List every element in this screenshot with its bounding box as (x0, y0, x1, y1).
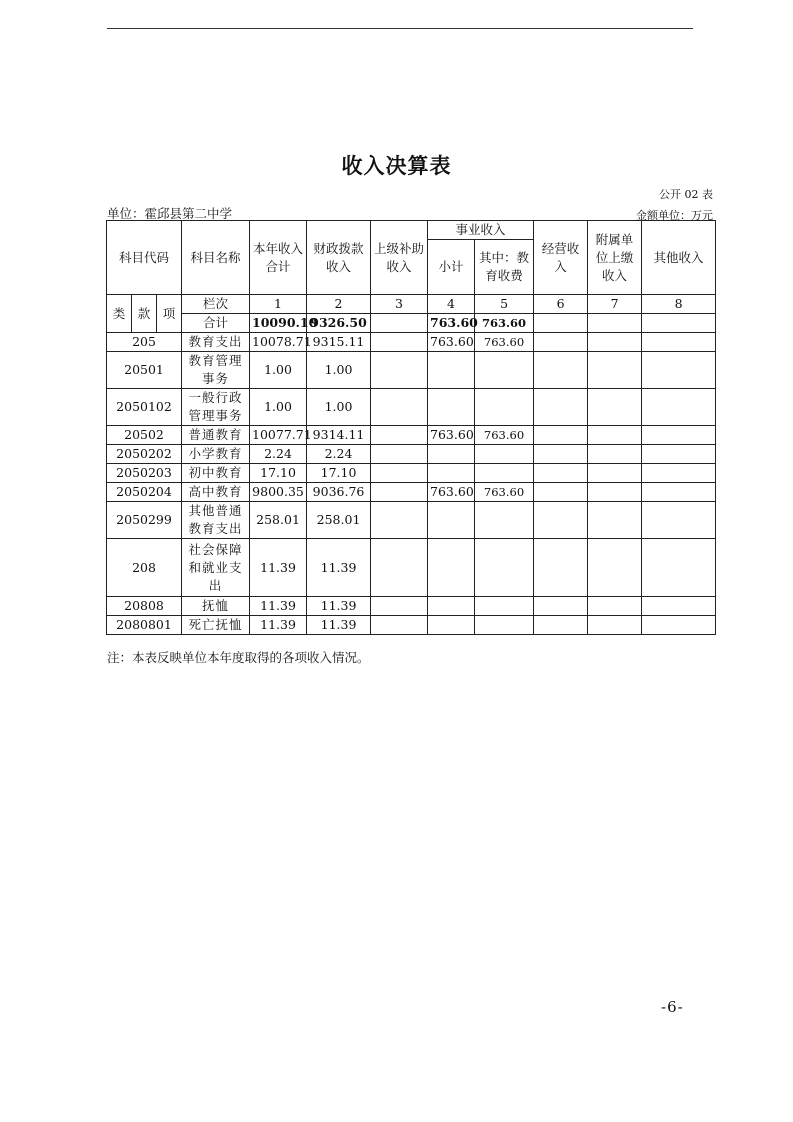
row-subtotal (428, 464, 475, 483)
row-affiliated (588, 389, 642, 426)
table-row (107, 483, 716, 502)
row-name: 初中教育 (182, 464, 250, 483)
table-row (107, 597, 716, 616)
header-affiliated: 附属单位上缴收入 (588, 221, 642, 295)
sum-superior (371, 314, 428, 333)
row-total: 9800.35 (250, 483, 307, 502)
row-other (642, 483, 716, 502)
row-edu-fee (475, 352, 534, 389)
row-subtotal: 763.60 (428, 483, 475, 502)
row-edu-fee (475, 616, 534, 635)
row-code: 20502 (107, 426, 182, 445)
row-superior (371, 445, 428, 464)
row-fiscal: 1.00 (307, 389, 371, 426)
table-row (107, 389, 716, 426)
row-superior (371, 502, 428, 539)
row-operating (534, 426, 588, 445)
table-row (107, 616, 716, 635)
sum-edu-fee: 763.60 (475, 314, 534, 333)
sum-other (642, 314, 716, 333)
income-table (106, 220, 716, 635)
column-number-row (107, 295, 716, 314)
row-code: 2050204 (107, 483, 182, 502)
row-superior (371, 426, 428, 445)
form-number: 公开 02 表 (659, 188, 713, 201)
row-subtotal (428, 389, 475, 426)
row-affiliated (588, 539, 642, 597)
header-total: 本年收入合计 (250, 221, 307, 295)
row-code: 2050203 (107, 464, 182, 483)
row-total: 11.39 (250, 597, 307, 616)
row-operating (534, 333, 588, 352)
header-other: 其他收入 (642, 221, 716, 295)
page-title: 收入决算表 (341, 154, 452, 178)
col-number-7: 7 (588, 295, 642, 314)
table-row (107, 426, 716, 445)
row-operating (534, 597, 588, 616)
row-total: 2.24 (250, 445, 307, 464)
row-code: 205 (107, 333, 182, 352)
header-lei: 类 (107, 295, 132, 333)
row-name: 死亡抚恤 (182, 616, 250, 635)
row-fiscal: 9036.76 (307, 483, 371, 502)
row-operating (534, 483, 588, 502)
sum-label: 合计 (182, 314, 250, 333)
row-affiliated (588, 616, 642, 635)
row-name: 小学教育 (182, 445, 250, 464)
row-name: 教育支出 (182, 333, 250, 352)
row-superior (371, 616, 428, 635)
row-fiscal: 17.10 (307, 464, 371, 483)
table-row (107, 352, 716, 389)
row-edu-fee (475, 502, 534, 539)
row-name: 其他普通教育支出 (182, 502, 250, 539)
table-note: 注：本表反映单位本年度取得的各项收入情况。 (107, 650, 370, 665)
sum-total: 10090.10 (250, 314, 307, 333)
row-operating (534, 616, 588, 635)
row-edu-fee: 763.60 (475, 333, 534, 352)
header-subtotal: 小计 (428, 240, 475, 295)
row-affiliated (588, 426, 642, 445)
row-fiscal: 9314.11 (307, 426, 371, 445)
row-affiliated (588, 352, 642, 389)
row-subtotal (428, 616, 475, 635)
row-code: 2080801 (107, 616, 182, 635)
header-fiscal: 财政拨款收入 (307, 221, 371, 295)
col-number-5: 5 (475, 295, 534, 314)
row-superior (371, 464, 428, 483)
row-affiliated (588, 483, 642, 502)
row-other (642, 539, 716, 597)
row-fiscal: 9315.11 (307, 333, 371, 352)
row-code: 2050202 (107, 445, 182, 464)
row-total: 11.39 (250, 616, 307, 635)
row-other (642, 352, 716, 389)
row-superior (371, 483, 428, 502)
col-number-2: 2 (307, 295, 371, 314)
row-other (642, 502, 716, 539)
row-operating (534, 445, 588, 464)
col-number-3: 3 (371, 295, 428, 314)
header-row-1 (107, 221, 716, 240)
row-code: 208 (107, 539, 182, 597)
row-total: 10078.71 (250, 333, 307, 352)
col-number-4: 4 (428, 295, 475, 314)
row-total: 11.39 (250, 539, 307, 597)
row-subtotal: 763.60 (428, 333, 475, 352)
row-edu-fee (475, 539, 534, 597)
row-name: 普通教育 (182, 426, 250, 445)
row-total: 17.10 (250, 464, 307, 483)
row-fiscal: 1.00 (307, 352, 371, 389)
amount-unit-label: 金额单位：万元 (636, 209, 713, 222)
row-name: 高中教育 (182, 483, 250, 502)
row-other (642, 616, 716, 635)
row-total: 1.00 (250, 352, 307, 389)
row-total: 10077.71 (250, 426, 307, 445)
row-subtotal (428, 445, 475, 464)
header-subject-name: 科目名称 (182, 221, 250, 295)
row-other (642, 445, 716, 464)
row-affiliated (588, 333, 642, 352)
row-code: 20501 (107, 352, 182, 389)
row-edu-fee (475, 389, 534, 426)
row-code: 2050102 (107, 389, 182, 426)
table-row (107, 539, 716, 597)
row-name: 一般行政管理事务 (182, 389, 250, 426)
row-code: 20808 (107, 597, 182, 616)
row-name: 抚恤 (182, 597, 250, 616)
table-row (107, 502, 716, 539)
row-edu-fee: 763.60 (475, 483, 534, 502)
row-other (642, 426, 716, 445)
row-fiscal: 11.39 (307, 539, 371, 597)
col-number-1: 1 (250, 295, 307, 314)
row-subtotal: 763.60 (428, 426, 475, 445)
row-subtotal (428, 352, 475, 389)
table-row (107, 445, 716, 464)
row-operating (534, 352, 588, 389)
data-rows (107, 333, 716, 635)
row-affiliated (588, 464, 642, 483)
sum-affiliated (588, 314, 642, 333)
table-row (107, 333, 716, 352)
unit-label: 单位：霍邱县第二中学 (107, 206, 233, 221)
row-edu-fee: 763.60 (475, 426, 534, 445)
page-number: -6- (661, 998, 684, 1016)
row-operating (534, 502, 588, 539)
header-rule (107, 28, 693, 29)
row-total: 258.01 (250, 502, 307, 539)
row-operating (534, 464, 588, 483)
row-name: 教育管理事务 (182, 352, 250, 389)
row-affiliated (588, 597, 642, 616)
row-code: 2050299 (107, 502, 182, 539)
row-subtotal (428, 502, 475, 539)
row-superior (371, 333, 428, 352)
row-total: 1.00 (250, 389, 307, 426)
row-name: 社会保障和就业支出 (182, 539, 250, 597)
header-operating: 经营收入 (534, 221, 588, 295)
col-number-6: 6 (534, 295, 588, 314)
header-career: 事业收入 (428, 221, 534, 240)
sum-row (107, 314, 716, 333)
sum-fiscal: 9326.50 (307, 314, 371, 333)
row-other (642, 389, 716, 426)
row-affiliated (588, 502, 642, 539)
header-xiang: 项 (157, 295, 182, 333)
row-fiscal: 11.39 (307, 597, 371, 616)
row-other (642, 597, 716, 616)
row-subtotal (428, 539, 475, 597)
row-fiscal: 11.39 (307, 616, 371, 635)
row-fiscal: 258.01 (307, 502, 371, 539)
row-superior (371, 539, 428, 597)
col-number-8: 8 (642, 295, 716, 314)
header-kuan: 款 (132, 295, 157, 333)
header-subject-code: 科目代码 (107, 221, 182, 295)
row-operating (534, 539, 588, 597)
header-lanci: 栏次 (182, 295, 250, 314)
row-other (642, 333, 716, 352)
row-edu-fee (475, 464, 534, 483)
row-edu-fee (475, 597, 534, 616)
table-row (107, 464, 716, 483)
row-edu-fee (475, 445, 534, 464)
row-superior (371, 597, 428, 616)
sum-operating (534, 314, 588, 333)
row-other (642, 464, 716, 483)
header-superior: 上级补助收入 (371, 221, 428, 295)
row-fiscal: 2.24 (307, 445, 371, 464)
sum-subtotal: 763.60 (428, 314, 475, 333)
row-subtotal (428, 597, 475, 616)
row-superior (371, 389, 428, 426)
row-affiliated (588, 445, 642, 464)
header-edu-fee: 其中：教育收费 (475, 240, 534, 295)
row-operating (534, 389, 588, 426)
row-superior (371, 352, 428, 389)
